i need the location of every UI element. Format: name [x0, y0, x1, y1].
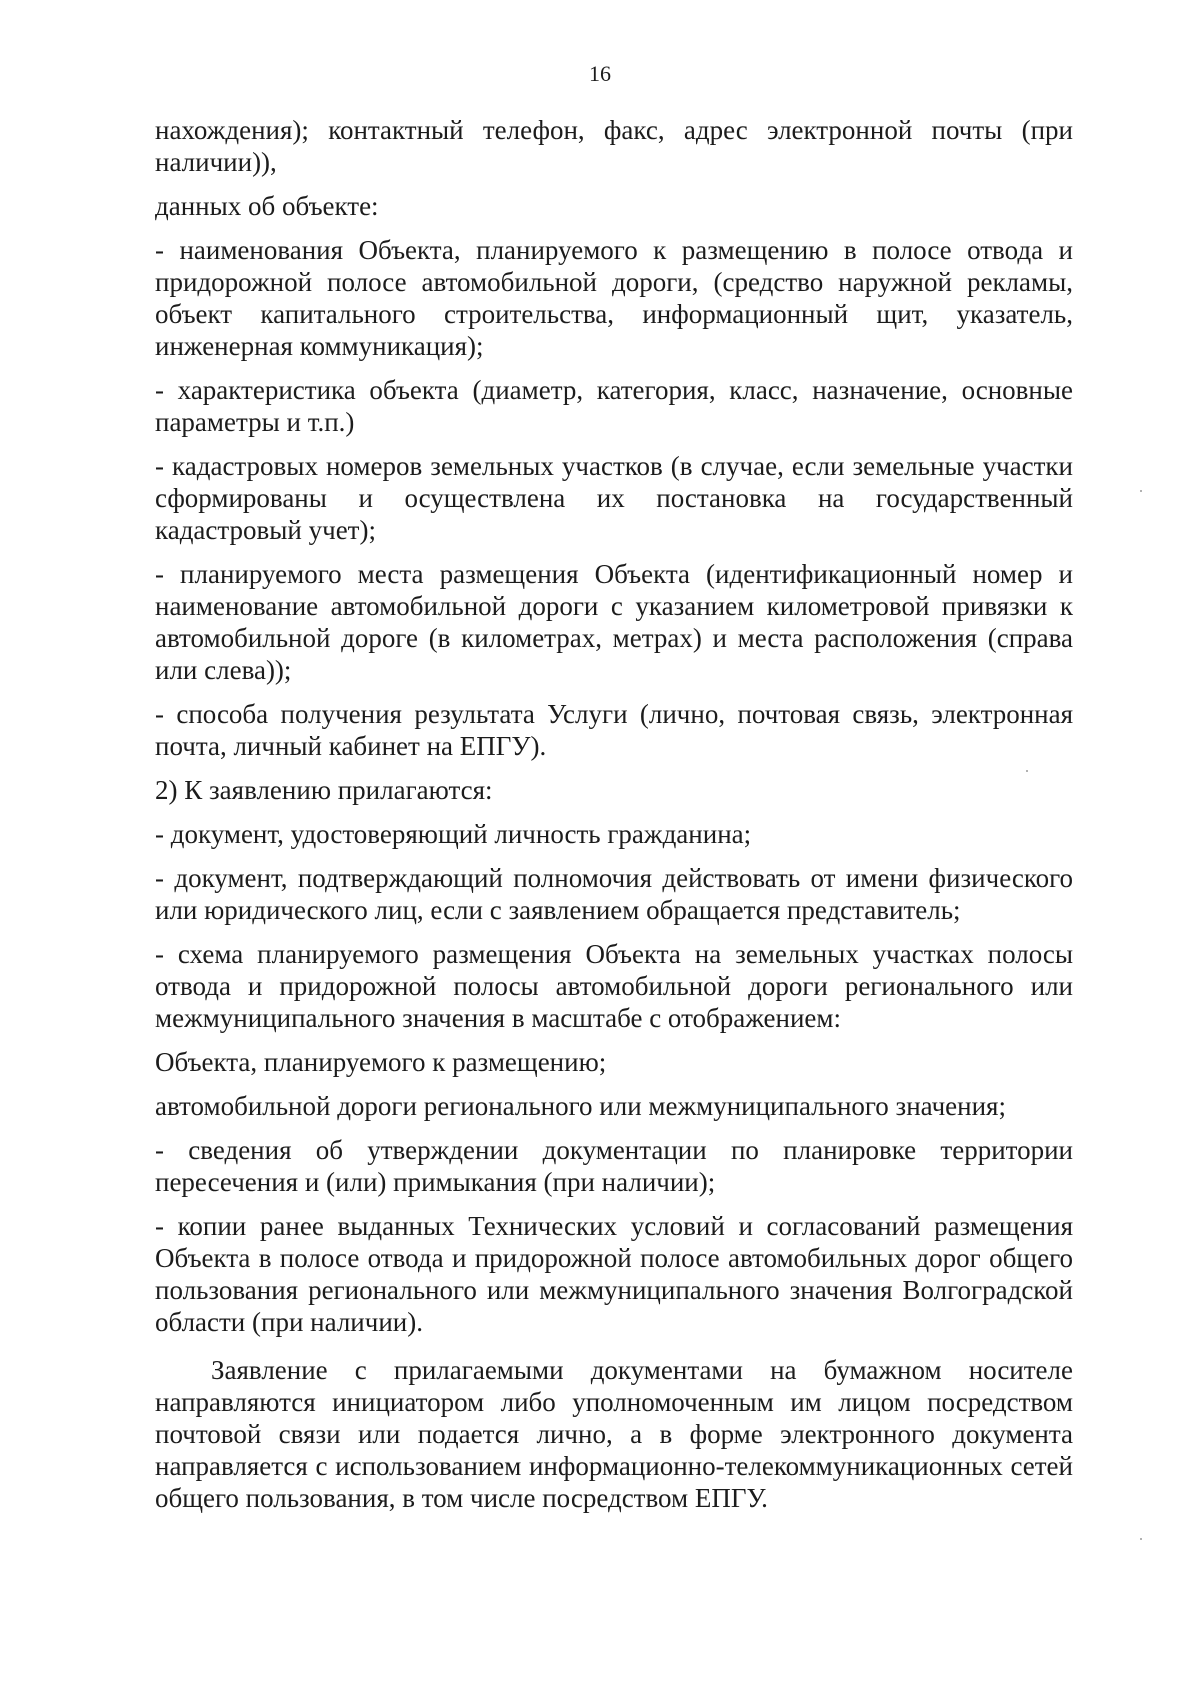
paragraph-contact-details: нахождения); контактный телефон, факс, адрес электронной почты (при наличии)), — [155, 115, 1073, 177]
scan-speck — [1140, 490, 1142, 492]
page-number: 16 — [589, 61, 611, 86]
paragraph-attachments-heading: 2) К заявлению прилагаются: — [155, 775, 493, 805]
paragraph-placement-location: - планируемого места размещения Объекта (идентификационный номер и наименование автомобильной дороги с указанием километровой привязки к автомобильной дороге (в километрах, метрах) и места расположения (справа или слева)); — [155, 559, 1073, 685]
paragraph-object-data-heading: данных об объекте: — [155, 191, 379, 221]
paragraph-previous-approvals: - копии ранее выданных Технических условий и согласований размещения Объекта в полосе отвода и придорожной полосе автомобильных дорог общего пользования регионального или межмуниципального значения Волгоградской области (при наличии). — [155, 1211, 1073, 1337]
document-body — [155, 114, 1073, 1526]
paragraph-scheme-road: автомобильной дороги регионального или межмуниципального значения; — [155, 1091, 1006, 1121]
paragraph-object-name: - наименования Объекта, планируемого к размещению в полосе отвода и придорожной полосе автомобильной дороги, (средство наружной рекламы, объект капитального строительства, информационный щит, указатель, инженерная коммуникация); — [155, 235, 1073, 361]
paragraph-result-delivery-method: - способа получения результата Услуги (лично, почтовая связь, электронная почта, личный кабинет на ЕПГУ). — [155, 699, 1073, 761]
paragraph-authority-document: - документ, подтверждающий полномочия действовать от имени физического или юридического лиц, если с заявлением обращается представитель; — [155, 863, 1073, 925]
paragraph-submission-procedure: Заявление с прилагаемыми документами на бумажном носителе направляются инициатором либо уполномоченным им лицом посредством почтовой связи или подается лично, а в форме электронного документа направляется с использованием информационно-телекоммуникационных сетей общего пользования, в том числе посредством ЕПГУ. — [155, 1355, 1073, 1513]
paragraph-object-characteristics: - характеристика объекта (диаметр, категория, класс, назначение, основные параметры и т.п.) — [155, 375, 1073, 437]
paragraph-cadastral-numbers: - кадастровых номеров земельных участков (в случае, если земельные участки сформированы и осуществлена их постановка на государственный кадастровый учет); — [155, 451, 1073, 545]
paragraph-planning-documentation: - сведения об утверждении документации по планировке территории пересечения и (или) примыкания (при наличии); — [155, 1135, 1073, 1197]
paragraph-identity-document: - документ, удостоверяющий личность гражданина; — [155, 819, 752, 849]
paragraph-placement-scheme: - схема планируемого размещения Объекта на земельных участках полосы отвода и придорожной полосы автомобильной дороги регионального или межмуниципального значения в масштабе с отображением: — [155, 939, 1073, 1033]
scan-speck — [1026, 770, 1028, 772]
scan-speck — [1140, 1538, 1142, 1540]
paragraph-scheme-object: Объекта, планируемого к размещению; — [155, 1047, 607, 1077]
